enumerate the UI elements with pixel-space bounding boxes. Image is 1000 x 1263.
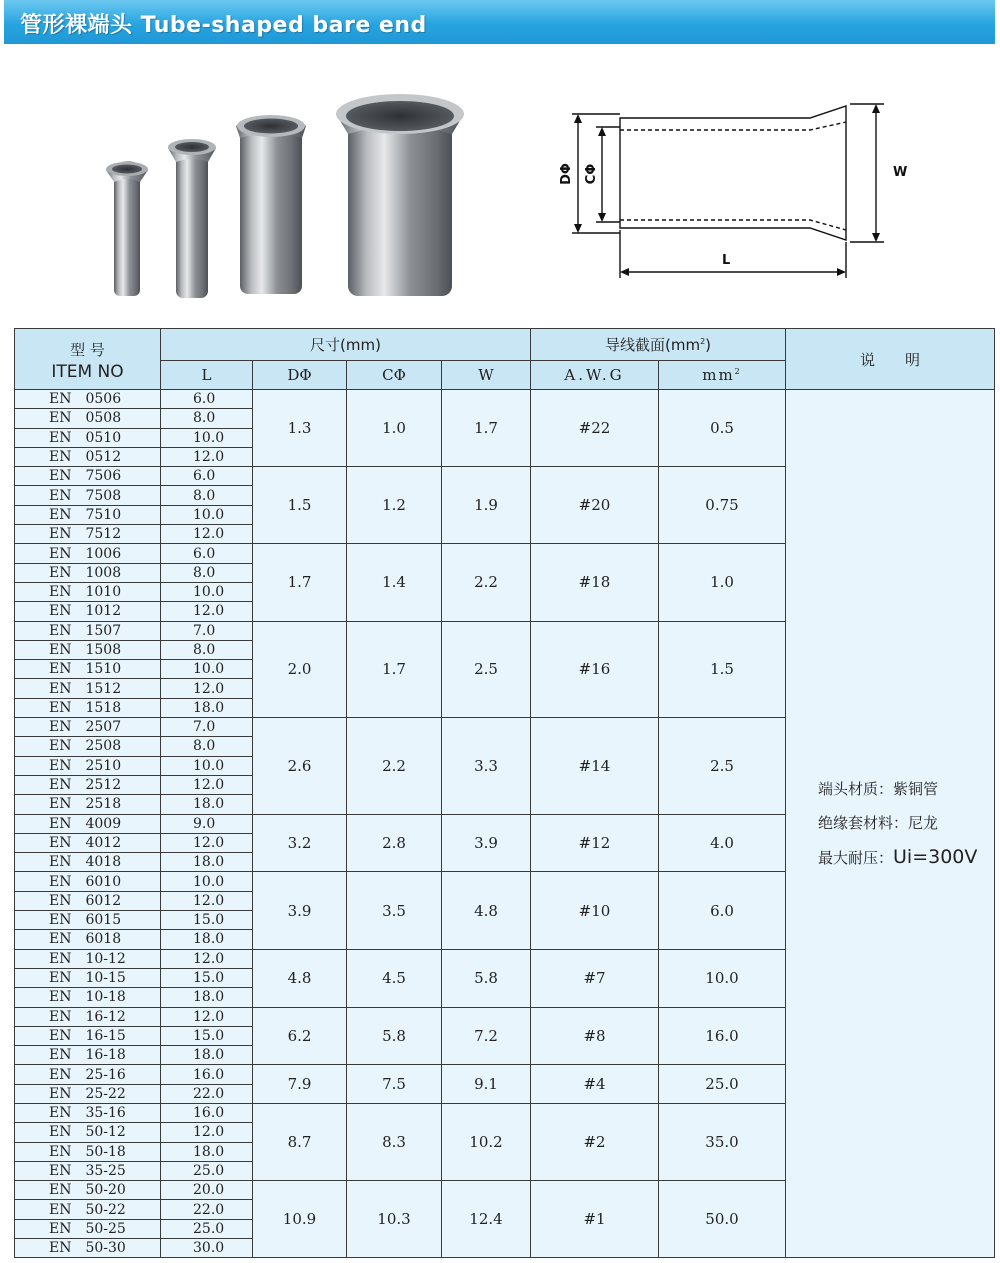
spec-table <box>14 328 995 1258</box>
length-cell: 25.0 <box>161 1161 253 1180</box>
length-cell: 8.0 <box>161 640 253 659</box>
length-cell: 6.0 <box>161 467 253 486</box>
header-model-cn: 型 号 <box>70 341 105 359</box>
c-diameter-cell: 1.4 <box>347 544 442 621</box>
spec-body <box>15 390 995 1258</box>
w-width-cell: 12.4 <box>442 1181 531 1258</box>
w-width-cell: 4.8 <box>442 872 531 949</box>
length-cell: 12.0 <box>161 775 253 794</box>
item-no-cell: EN 7506 <box>15 467 161 486</box>
item-no-cell: EN 10-12 <box>15 949 161 968</box>
d-diameter-cell: 1.5 <box>253 467 347 544</box>
length-cell: 18.0 <box>161 988 253 1007</box>
item-no-cell: EN 0510 <box>15 428 161 447</box>
c-diameter-cell: 8.3 <box>347 1103 442 1180</box>
item-no-cell: EN 2518 <box>15 795 161 814</box>
length-cell: 9.0 <box>161 814 253 833</box>
length-cell: 22.0 <box>161 1200 253 1219</box>
dimension-diagram <box>556 96 916 286</box>
item-no-cell: EN 7508 <box>15 486 161 505</box>
item-no-cell: EN 2508 <box>15 737 161 756</box>
w-width-cell: 2.2 <box>442 544 531 621</box>
length-cell: 8.0 <box>161 737 253 756</box>
item-no-cell: EN 1512 <box>15 679 161 698</box>
c-diameter-cell: 10.3 <box>347 1181 442 1258</box>
item-no-cell: EN 2507 <box>15 718 161 737</box>
w-width-cell: 1.9 <box>442 467 531 544</box>
item-no-cell: EN 1508 <box>15 640 161 659</box>
header-col-mm2 <box>659 361 786 390</box>
item-no-cell: EN 35-16 <box>15 1103 161 1122</box>
length-cell: 6.0 <box>161 390 253 409</box>
section-mm2-cell: 4.0 <box>659 814 786 872</box>
item-no-cell: EN 50-12 <box>15 1123 161 1142</box>
diagram-label-l: L <box>722 253 731 268</box>
w-width-cell: 2.5 <box>442 621 531 717</box>
length-cell: 7.0 <box>161 621 253 640</box>
length-cell: 12.0 <box>161 447 253 466</box>
header-section <box>531 329 786 361</box>
item-no-cell: EN 2512 <box>15 775 161 794</box>
c-diameter-cell: 1.0 <box>347 390 442 467</box>
section-mm2-cell: 16.0 <box>659 1007 786 1065</box>
w-width-cell: 9.1 <box>442 1065 531 1104</box>
diagram-label-w: W <box>893 165 908 180</box>
item-no-cell: EN 1006 <box>15 544 161 563</box>
item-no-cell: EN 50-20 <box>15 1181 161 1200</box>
item-no-cell: EN 6012 <box>15 891 161 910</box>
awg-cell: #2 <box>531 1103 659 1180</box>
diagram-label-c: CΦ <box>584 163 599 185</box>
length-cell: 15.0 <box>161 968 253 987</box>
section-mm2-cell: 50.0 <box>659 1181 786 1258</box>
c-diameter-cell: 5.8 <box>347 1007 442 1065</box>
item-no-cell: EN 4009 <box>15 814 161 833</box>
length-cell: 12.0 <box>161 1123 253 1142</box>
item-no-cell: EN 1008 <box>15 563 161 582</box>
awg-cell: #7 <box>531 949 659 1007</box>
awg-cell: #10 <box>531 872 659 949</box>
item-no-cell: EN 6018 <box>15 930 161 949</box>
product-photo <box>100 92 480 304</box>
item-no-cell: EN 35-25 <box>15 1161 161 1180</box>
diagram-label-d: DΦ <box>559 163 574 185</box>
header-col-w: W <box>442 361 531 390</box>
title-bar <box>4 0 995 44</box>
note-line-insulation: 绝缘套材料：尼龙 <box>818 814 939 833</box>
item-no-cell: EN 16-15 <box>15 1026 161 1045</box>
w-width-cell: 7.2 <box>442 1007 531 1065</box>
item-no-cell: EN 1518 <box>15 698 161 717</box>
w-width-cell: 1.7 <box>442 390 531 467</box>
length-cell: 15.0 <box>161 911 253 930</box>
item-no-cell: EN 1510 <box>15 660 161 679</box>
table-row <box>15 390 995 409</box>
item-no-cell: EN 2510 <box>15 756 161 775</box>
section-mm2-cell: 1.0 <box>659 544 786 621</box>
length-cell: 7.0 <box>161 718 253 737</box>
length-cell: 12.0 <box>161 1007 253 1026</box>
d-diameter-cell: 1.3 <box>253 390 347 467</box>
d-diameter-cell: 2.6 <box>253 718 347 814</box>
section-mm2-cell: 25.0 <box>659 1065 786 1104</box>
length-cell: 22.0 <box>161 1084 253 1103</box>
c-diameter-cell: 4.5 <box>347 949 442 1007</box>
item-no-cell: EN 1012 <box>15 602 161 621</box>
c-diameter-cell: 7.5 <box>347 1065 442 1104</box>
awg-cell: #18 <box>531 544 659 621</box>
ferrule-medium <box>236 115 306 294</box>
item-no-cell: EN 0506 <box>15 390 161 409</box>
section-mm2-cell: 6.0 <box>659 872 786 949</box>
item-no-cell: EN 50-22 <box>15 1200 161 1219</box>
length-cell: 16.0 <box>161 1065 253 1084</box>
section-mm2-cell: 2.5 <box>659 718 786 814</box>
w-width-cell: 3.9 <box>442 814 531 872</box>
length-cell: 20.0 <box>161 1181 253 1200</box>
c-diameter-cell: 1.7 <box>347 621 442 717</box>
length-cell: 10.0 <box>161 756 253 775</box>
length-cell: 10.0 <box>161 582 253 601</box>
header-dimensions: 尺寸(mm) <box>161 329 531 361</box>
item-no-cell: EN 50-25 <box>15 1219 161 1238</box>
length-cell: 18.0 <box>161 1142 253 1161</box>
note-voltage-value: Ui=300V <box>893 846 978 869</box>
length-cell: 12.0 <box>161 525 253 544</box>
d-diameter-cell: 7.9 <box>253 1065 347 1104</box>
length-cell: 8.0 <box>161 563 253 582</box>
length-cell: 10.0 <box>161 428 253 447</box>
c-diameter-cell: 2.2 <box>347 718 442 814</box>
item-no-cell: EN 0512 <box>15 447 161 466</box>
notes-cell <box>786 390 995 1258</box>
item-no-cell: EN 4012 <box>15 833 161 852</box>
header-section-text: 导线截面(mm <box>604 336 701 354</box>
item-no-cell: EN 0508 <box>15 409 161 428</box>
length-cell: 10.0 <box>161 505 253 524</box>
d-diameter-cell: 3.2 <box>253 814 347 872</box>
d-diameter-cell: 6.2 <box>253 1007 347 1065</box>
length-cell: 25.0 <box>161 1219 253 1238</box>
item-no-cell: EN 7510 <box>15 505 161 524</box>
header-section-close: ) <box>705 336 712 354</box>
item-no-cell: EN 6010 <box>15 872 161 891</box>
c-diameter-cell: 1.2 <box>347 467 442 544</box>
item-no-cell: EN 10-18 <box>15 988 161 1007</box>
item-no-cell: EN 25-16 <box>15 1065 161 1084</box>
ferrule-medium-small <box>168 139 216 298</box>
header-note: 说 明 <box>786 329 995 390</box>
item-no-cell: EN 10-15 <box>15 968 161 987</box>
length-cell: 18.0 <box>161 853 253 872</box>
page-title: 管形裸端头 Tube-shaped bare end <box>20 13 427 38</box>
item-no-cell: EN 16-18 <box>15 1046 161 1065</box>
awg-cell: #12 <box>531 814 659 872</box>
section-mm2-cell: 1.5 <box>659 621 786 717</box>
item-no-cell: EN 50-18 <box>15 1142 161 1161</box>
length-cell: 12.0 <box>161 602 253 621</box>
section-mm2-cell: 0.5 <box>659 390 786 467</box>
length-cell: 10.0 <box>161 872 253 891</box>
length-cell: 12.0 <box>161 833 253 852</box>
length-cell: 18.0 <box>161 698 253 717</box>
length-cell: 10.0 <box>161 660 253 679</box>
awg-cell: #16 <box>531 621 659 717</box>
header-col-awg: A.W.G <box>531 361 659 390</box>
item-no-cell: EN 4018 <box>15 853 161 872</box>
item-no-cell: EN 50-30 <box>15 1239 161 1258</box>
length-cell: 18.0 <box>161 1046 253 1065</box>
awg-cell: #1 <box>531 1181 659 1258</box>
item-no-cell: EN 6015 <box>15 911 161 930</box>
note-line-material: 端头材质：紫铜管 <box>818 780 939 799</box>
d-diameter-cell: 8.7 <box>253 1103 347 1180</box>
item-no-cell: EN 1507 <box>15 621 161 640</box>
c-diameter-cell: 3.5 <box>347 872 442 949</box>
ferrule-large <box>336 94 464 296</box>
length-cell: 12.0 <box>161 949 253 968</box>
header-col-d: DΦ <box>253 361 347 390</box>
header-section-sup: 2 <box>700 337 706 346</box>
item-no-cell: EN 16-12 <box>15 1007 161 1026</box>
awg-cell: #20 <box>531 467 659 544</box>
c-diameter-cell: 2.8 <box>347 814 442 872</box>
w-width-cell: 3.3 <box>442 718 531 814</box>
section-mm2-cell: 35.0 <box>659 1103 786 1180</box>
w-width-cell: 10.2 <box>442 1103 531 1180</box>
header-col-mm-text: mm <box>702 366 735 384</box>
header-col-mm-sup: 2 <box>734 367 742 376</box>
header-col-c: CΦ <box>347 361 442 390</box>
d-diameter-cell: 4.8 <box>253 949 347 1007</box>
d-diameter-cell: 3.9 <box>253 872 347 949</box>
awg-cell: #14 <box>531 718 659 814</box>
length-cell: 8.0 <box>161 409 253 428</box>
d-diameter-cell: 2.0 <box>253 621 347 717</box>
item-no-cell: EN 7512 <box>15 525 161 544</box>
d-diameter-cell: 10.9 <box>253 1181 347 1258</box>
length-cell: 15.0 <box>161 1026 253 1045</box>
header-col-l: L <box>161 361 253 390</box>
note-line-voltage <box>818 840 994 875</box>
awg-cell: #22 <box>531 390 659 467</box>
item-no-cell: EN 25-22 <box>15 1084 161 1103</box>
awg-cell: #4 <box>531 1065 659 1104</box>
section-mm2-cell: 10.0 <box>659 949 786 1007</box>
note-voltage-label: 最大耐压： <box>818 849 894 868</box>
item-no-cell: EN 1010 <box>15 582 161 601</box>
length-cell: 8.0 <box>161 486 253 505</box>
header-model-en: ITEM NO <box>51 362 124 382</box>
ferrule-small <box>106 161 148 296</box>
length-cell: 30.0 <box>161 1239 253 1258</box>
section-mm2-cell: 0.75 <box>659 467 786 544</box>
length-cell: 16.0 <box>161 1103 253 1122</box>
length-cell: 12.0 <box>161 679 253 698</box>
d-diameter-cell: 1.7 <box>253 544 347 621</box>
length-cell: 12.0 <box>161 891 253 910</box>
w-width-cell: 5.8 <box>442 949 531 1007</box>
awg-cell: #8 <box>531 1007 659 1065</box>
header-item-no <box>15 329 161 390</box>
length-cell: 18.0 <box>161 795 253 814</box>
length-cell: 6.0 <box>161 544 253 563</box>
length-cell: 18.0 <box>161 930 253 949</box>
